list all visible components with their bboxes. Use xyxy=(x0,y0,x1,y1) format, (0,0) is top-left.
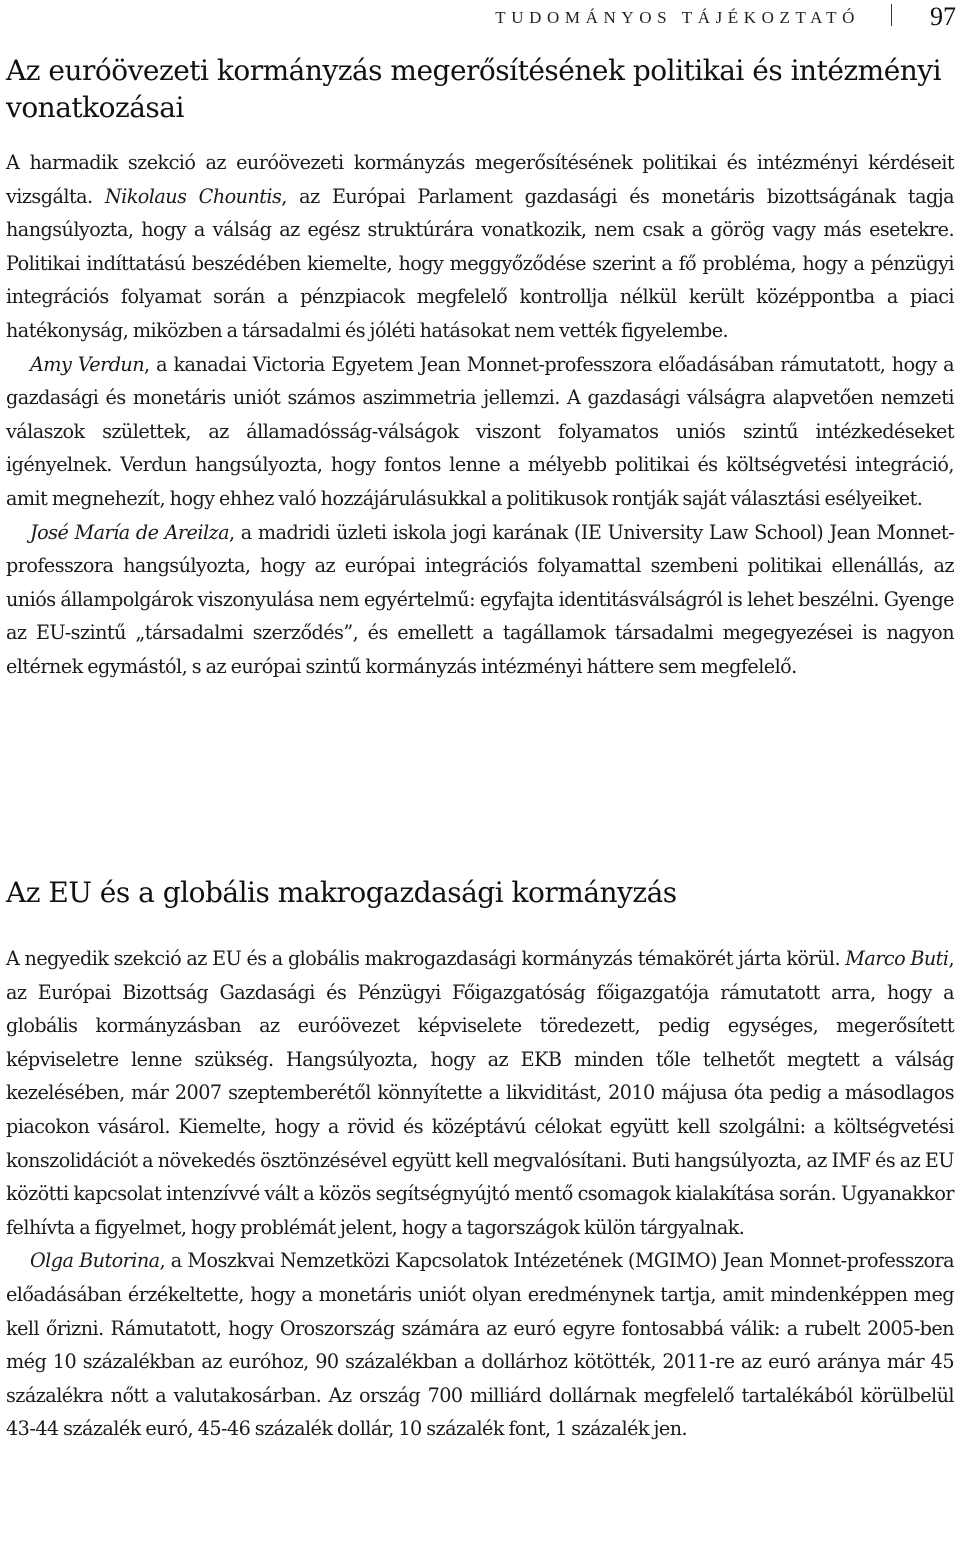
paragraph xyxy=(6,146,954,348)
speaker-name: José María de Areilza xyxy=(30,520,229,544)
paragraph-intro: A harmadik szekció az euróövezeti kormányzás megerősítésének politikai és intézményi kérdéseit vizsgálta. xyxy=(6,151,954,208)
paragraph xyxy=(6,1244,954,1446)
speaker-name: Marco Buti xyxy=(845,947,949,970)
paragraph xyxy=(6,942,954,1244)
speaker-name: Olga Butorina xyxy=(30,1249,160,1273)
speaker-name: Nikolaus Chountis xyxy=(104,184,282,208)
header-divider xyxy=(891,4,892,26)
paragraph-text: , a Moszkvai Nemzetközi Kapcsolatok Intézetének (MGIMO) Jean Monnet-professzora előadásában érzékeltette, hogy a monetáris uniót olyan eredménynek tartja, amit mindenképpen meg kell őrizni. Rámutatott, hogy Oroszország számára az euró egyre fontosabbá válik: a rubelt 2005-ben még 10 százalékban az euróhoz, 90 százalékban a dollárhoz kötötték, 2011-re az euró aránya már 45 százalékra nőtt a valutakosárban. Az ország 700 milliárd dollárnak megfelelő tartalékából körülbelül 43-44 százalék euró, 45-46 százalék dollár, 10 százalék font, 1 százalék jen. xyxy=(6,1249,954,1441)
section-body xyxy=(6,942,954,1446)
section-governance-reinforcement xyxy=(6,52,954,684)
page-number: 97 xyxy=(930,2,956,31)
paragraph-intro: A negyedik szekció az EU és a globális makrogazdasági kormányzás témakörét járta körül. xyxy=(6,947,846,970)
section-body xyxy=(6,146,954,684)
section-global-governance xyxy=(6,874,954,1446)
paragraph xyxy=(6,516,954,684)
section-title: Az euróövezeti kormányzás megerősítésének politikai és intézményi vonatkozásai xyxy=(6,54,942,124)
paragraph-text: , az Európai Parlament gazdasági és monetáris bizottságának tagja hangsúlyozta, hogy a válság az egész struktúrára vonatkozik, nem csak a görög vagy más esetekre. Politikai indíttatású beszédében kiemelte, hogy meggyőződése szerint a fő probléma, hogy a pénzügyi integrációs folyamat során a pénzpiacok megfelelő kontrollja nélkül került középpontba a piaci hatékonyság, miközben a társadalmi és jóléti hatásokat nem vették figyelembe. xyxy=(6,184,954,342)
speaker-name: Amy Verdun xyxy=(30,352,145,376)
page-header xyxy=(0,2,960,36)
paragraph-text: , a madridi üzleti iskola jogi karának (IE University Law School) Jean Monnet-professzora hangsúlyozta, hogy az európai integrációs folyamattal szembeni politikai ellenállás, az uniós állampolgárok viszonyulása nem egyértelmű: egyfajta identitásválságról is lehet beszélni. Gyenge az EU-szintű „társadalmi szerződés”, és emellett a tagállamok társadalmi megegyezései is nagyon eltérnek egymástól, s az európai szintű kormányzás intézményi háttere sem megfelelő. xyxy=(6,520,954,678)
running-head: TUDOMÁNYOS TÁJÉKOZTATÓ xyxy=(495,8,860,27)
paragraph xyxy=(6,348,954,516)
section-title: Az EU és a globális makrogazdasági kormányzás xyxy=(6,876,677,909)
paragraph-text: , a kanadai Victoria Egyetem Jean Monnet-professzora előadásában rámutatott, hogy a gazdasági és monetáris uniót számos aszimmetria jellemzi. A gazdasági válságra alapvetően nemzeti válaszok születtek, az államadósság-válságok viszont folyamatos uniós szintű intézkedéseket igényelnek. Verdun hangsúlyozta, hogy fontos lenne a mélyebb politikai és költségvetési integráció, amit megnehezít, hogy ehhez való hozzájárulásukkal a politikusok rontják saját választási esélyeiket. xyxy=(6,352,954,510)
paragraph-text: , az Európai Bizottság Gazdasági és Pénzügyi Főigazgatóság főigazgatója rámutatott arra, hogy a globális kormányzásban az euróövezet képviselete töredezett, pedig egységes, megerősített képviseletre lenne szükség. Hangsúlyozta, hogy az EKB minden tőle telhetőt megtett a válság kezelésében, már 2007 szeptemberétől könnyítette a likviditást, 2010 májusa óta pedig a másodlagos piacokon vásárol. Kiemelte, hogy a rövid és középtávú célokat együtt kell szolgálni: a költségvetési konszolidációt a növekedés ösztönzésével együtt kell megvalósítani. Buti hangsúlyozta, az IMF és az EU közötti kapcsolat intenzívvé vált a közös segítségnyújtó mentő csomagok kialakítása során. Ugyanakkor felhívta a figyelmet, hogy problémát jelent, hogy a tagországok külön tárgyalnak. xyxy=(6,947,954,1239)
